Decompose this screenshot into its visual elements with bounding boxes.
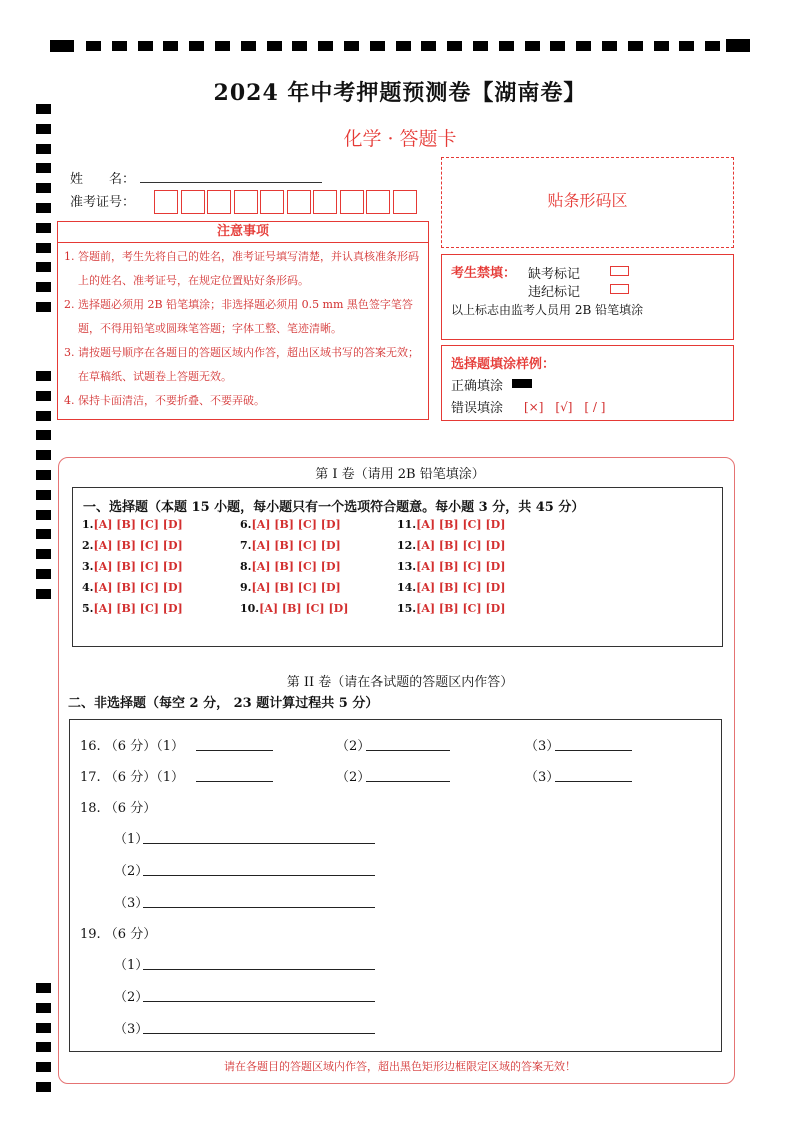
notice-box	[57, 221, 429, 420]
choice-question	[397, 518, 505, 531]
timing-mark	[421, 41, 436, 51]
timing-mark	[215, 41, 230, 51]
examiner-only-box	[441, 254, 734, 340]
answer-options[interactable]: [A] [B] [C] [D]	[251, 560, 341, 573]
name-label: 姓 名：	[70, 172, 136, 187]
forbid-note: 以上标志由监考人员用 2B 铅笔填涂	[451, 303, 644, 317]
absent-mark-label: 缺考标记	[528, 267, 581, 282]
timing-mark	[36, 411, 51, 421]
question-number: 8.	[240, 560, 252, 573]
timing-mark	[36, 1082, 51, 1092]
answer-options[interactable]: [A] [B] [C] [D]	[93, 602, 183, 615]
q18-sub2-label: （2）	[114, 864, 149, 879]
q19-blank-2[interactable]	[143, 1001, 375, 1002]
question-number: 13.	[397, 560, 417, 573]
timing-mark	[36, 371, 51, 381]
timing-mark	[36, 529, 51, 539]
timing-mark	[36, 262, 51, 272]
question-number: 15.	[397, 602, 417, 615]
timing-mark	[628, 41, 643, 51]
question-number: 14.	[397, 581, 417, 594]
answer-options[interactable]: [A] [B] [C] [D]	[416, 539, 506, 552]
timing-mark	[86, 41, 101, 51]
question-number: 12.	[397, 539, 417, 552]
timing-mark	[36, 569, 51, 579]
fill-sample-box	[441, 345, 734, 421]
sample-heading: 选择题填涂样例：	[451, 357, 556, 372]
page-subtitle: 化学 · 答题卡	[343, 128, 457, 150]
notice-item: 1. 答题前，考生先将自己的姓名，准考证号填写清楚，并认真核准条形码上的姓名、准考证号，在规定位置贴好条形码。	[64, 250, 419, 287]
timing-mark	[370, 41, 385, 51]
notice-item: 3. 请按题号顺序在各题目的答题区域内作答，超出区域书写的答案无效；在草稿纸、试题卷上答题无效。	[64, 346, 419, 383]
notice-item: 2. 选择题必须用 2B 铅笔填涂；非选择题必须用 0.5 mm 黑色签字笔答题，不得用铅笔或圆珠笔答题；字体工整、笔迹清晰。	[64, 298, 413, 335]
q19-sub1-label: （1）	[114, 958, 149, 973]
choice-question	[240, 581, 341, 594]
timing-mark	[499, 41, 514, 51]
name-field[interactable]	[140, 182, 322, 183]
answer-options[interactable]: [A] [B] [C] [D]	[416, 560, 506, 573]
timing-mark	[36, 1042, 51, 1052]
choice-question	[240, 560, 341, 573]
part2-section-title: 二、非选择题（每空 2 分， 23 题计算过程共 5 分）	[68, 696, 379, 711]
notice-item: 4. 保持卡面清洁，不要折叠、不要弄破。	[64, 394, 265, 407]
question-number: 6.	[240, 518, 252, 531]
q16-blank-2[interactable]	[366, 750, 450, 751]
choice-question	[397, 602, 505, 615]
answer-options[interactable]: [A] [B] [C] [D]	[416, 602, 506, 615]
timing-mark-top-left	[50, 40, 74, 52]
q19-sub2-label: （2）	[114, 990, 149, 1005]
choice-question	[82, 518, 183, 531]
answer-options[interactable]: [A] [B] [C] [D]	[93, 518, 183, 531]
part2-heading: 第 II 卷（请在各试题的答题区内作答）	[286, 675, 514, 690]
question-number: 9.	[240, 581, 252, 594]
timing-mark	[36, 163, 51, 173]
question-number: 1.	[82, 518, 94, 531]
choice-question	[397, 560, 505, 573]
choice-question	[82, 602, 183, 615]
timing-mark	[447, 41, 462, 51]
timing-mark	[36, 223, 51, 233]
q19-sub3-label: （3）	[114, 1022, 149, 1037]
q18-blank-1[interactable]	[143, 843, 375, 844]
choice-question	[82, 581, 183, 594]
exam-id-digit-box[interactable]	[181, 190, 205, 214]
exam-id-digit-box[interactable]	[287, 190, 311, 214]
q18-sub3-label: （3）	[114, 896, 149, 911]
choice-question	[397, 539, 505, 552]
timing-mark	[112, 41, 127, 51]
timing-mark	[36, 983, 51, 993]
timing-mark	[36, 1023, 51, 1033]
q17-blank-2[interactable]	[366, 781, 450, 782]
exam-id-digit-box[interactable]	[154, 190, 178, 214]
q19-blank-1[interactable]	[143, 969, 375, 970]
timing-mark	[138, 41, 153, 51]
timing-mark	[36, 282, 51, 292]
question-number: 10.	[240, 602, 260, 615]
timing-mark	[36, 1003, 51, 1013]
id-label: 准考证号：	[70, 195, 136, 210]
q16-sub2-label: （2）	[336, 739, 371, 754]
timing-mark	[36, 302, 51, 312]
timing-mark	[189, 41, 204, 51]
q18-blank-3[interactable]	[143, 907, 375, 908]
choice-question	[240, 518, 341, 531]
q18-blank-2[interactable]	[143, 875, 375, 876]
exam-id-digit-box[interactable]	[234, 190, 258, 214]
timing-mark	[525, 41, 540, 51]
wrong-fill-marks: [×] [√] [ / ]	[524, 400, 606, 414]
q18-label: 18. （6 分）	[80, 801, 157, 816]
answer-options[interactable]: [A] [B] [C] [D]	[93, 539, 183, 552]
choice-question	[240, 539, 341, 552]
timing-mark	[292, 41, 307, 51]
timing-mark	[36, 589, 51, 599]
violation-mark-box[interactable]	[610, 284, 629, 294]
answer-options[interactable]: [A] [B] [C] [D]	[416, 581, 506, 594]
absent-mark-box[interactable]	[610, 266, 629, 276]
choice-question	[82, 539, 183, 552]
timing-mark	[36, 391, 51, 401]
violation-mark-label: 违纪标记	[528, 285, 581, 300]
q16-blank-1[interactable]	[196, 750, 273, 751]
q17-sub2-label: （2）	[336, 770, 371, 785]
q17-blank-3[interactable]	[555, 781, 632, 782]
question-number: 2.	[82, 539, 94, 552]
timing-mark	[679, 41, 694, 51]
notice-heading: 注意事项	[58, 222, 428, 243]
timing-mark	[36, 490, 51, 500]
page-title: 2024 年中考押题预测卷【湖南卷】	[213, 80, 587, 106]
answer-options[interactable]: [A] [B] [C] [D]	[251, 581, 341, 594]
timing-mark	[550, 41, 565, 51]
timing-mark	[36, 510, 51, 520]
exam-id-digit-box[interactable]	[340, 190, 364, 214]
question-number: 11.	[397, 518, 417, 531]
q18-sub1-label: （1）	[114, 832, 149, 847]
answer-options[interactable]: [A] [B] [C] [D]	[251, 539, 341, 552]
forbid-heading: 考生禁填：	[451, 266, 517, 281]
timing-mark	[267, 41, 282, 51]
timing-mark	[36, 243, 51, 253]
footer-warning: 请在各题目的答题区域内作答，超出黑色矩形边框限定区域的答案无效！	[224, 1060, 576, 1073]
timing-mark	[396, 41, 411, 51]
timing-mark	[36, 450, 51, 460]
exam-id-digit-box[interactable]	[207, 190, 231, 214]
question-number: 5.	[82, 602, 94, 615]
answer-options[interactable]: [A] [B] [C] [D]	[251, 518, 341, 531]
choice-section-title: 一、选择题（本题 15 小题，每小题只有一个选项符合题意。每小题 3 分，共 45 分）	[83, 500, 585, 515]
exam-id-digit-box[interactable]	[366, 190, 390, 214]
timing-mark	[576, 41, 591, 51]
correct-fill-mark	[512, 379, 532, 388]
choice-question	[82, 560, 183, 573]
q16-sub3-label: （3）	[525, 739, 560, 754]
timing-mark	[36, 203, 51, 213]
timing-mark-top-right	[726, 39, 750, 52]
q17-label: 17. （6 分）（1）	[80, 770, 184, 785]
q16-blank-3[interactable]	[555, 750, 632, 751]
question-number: 4.	[82, 581, 94, 594]
wrong-fill-label: 错误填涂	[451, 401, 504, 416]
timing-mark	[318, 41, 333, 51]
answer-options[interactable]: [A] [B] [C] [D]	[416, 518, 506, 531]
timing-mark	[36, 430, 51, 440]
q16-label: 16. （6 分）（1）	[80, 739, 184, 754]
choice-question	[240, 602, 348, 615]
timing-mark	[36, 183, 51, 193]
q17-blank-1[interactable]	[196, 781, 273, 782]
timing-mark	[36, 549, 51, 559]
answer-options[interactable]: [A] [B] [C] [D]	[259, 602, 349, 615]
part1-heading: 第 I 卷（请用 2B 铅笔填涂）	[315, 467, 485, 482]
timing-mark	[705, 41, 720, 51]
timing-mark	[241, 41, 256, 51]
answer-options[interactable]: [A] [B] [C] [D]	[93, 560, 183, 573]
timing-mark	[344, 41, 359, 51]
correct-fill-label: 正确填涂	[451, 379, 504, 394]
q19-label: 19. （6 分）	[80, 927, 157, 942]
answer-options[interactable]: [A] [B] [C] [D]	[93, 581, 183, 594]
choice-question	[397, 581, 505, 594]
exam-id-digit-box[interactable]	[313, 190, 337, 214]
timing-mark	[473, 41, 488, 51]
q19-blank-3[interactable]	[143, 1033, 375, 1034]
q17-sub3-label: （3）	[525, 770, 560, 785]
timing-mark	[163, 41, 178, 51]
exam-id-digit-box[interactable]	[393, 190, 417, 214]
question-number: 3.	[82, 560, 94, 573]
barcode-area: 贴条形码区	[441, 157, 734, 248]
question-number: 7.	[240, 539, 252, 552]
timing-mark	[654, 41, 669, 51]
timing-mark	[602, 41, 617, 51]
exam-id-digit-box[interactable]	[260, 190, 284, 214]
